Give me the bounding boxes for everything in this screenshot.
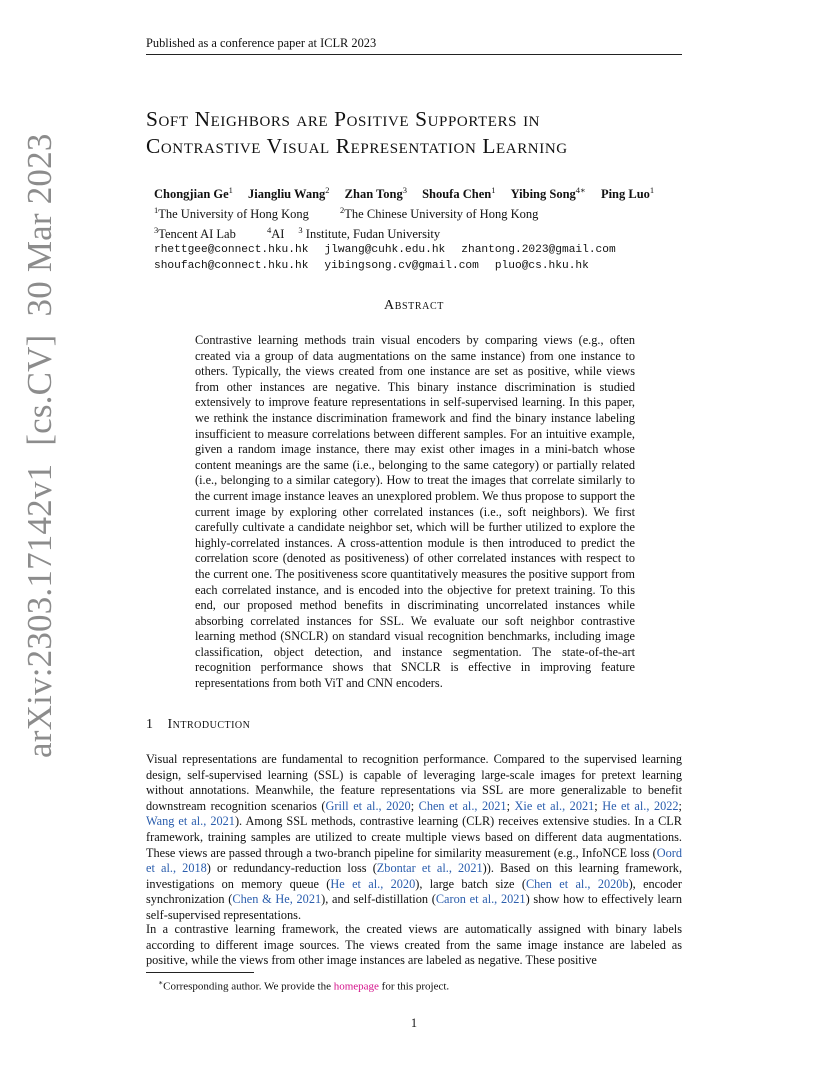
- citation-link[interactable]: Chen et al., 2020b: [525, 876, 629, 891]
- affiliation: $^4$AI $^3$ Institute, Fudan University: [266, 225, 441, 242]
- citation-link[interactable]: Caron et al., 2021: [435, 892, 526, 907]
- intro-text: ) or redundancy-reduction loss (: [206, 861, 377, 876]
- affiliation-line: [154, 222, 714, 242]
- page-number: 1: [410, 1016, 418, 1030]
- citation-link[interactable]: Chen & He, 2021: [232, 892, 322, 907]
- footnote-text: Corresponding author. We provide the: [163, 980, 334, 993]
- citation-link[interactable]: Grill et al., 2020: [325, 798, 411, 813]
- email-line: [154, 242, 714, 258]
- author-names: [154, 182, 714, 202]
- author: Zhan Tong$^3$: [344, 185, 407, 202]
- section-heading: [146, 717, 250, 733]
- author-block: [154, 182, 714, 274]
- email: rhettgee@connect.hku.hk: [154, 244, 309, 257]
- section-title: Introduction: [167, 717, 251, 732]
- abstract-heading: Abstract: [384, 298, 444, 313]
- homepage-link[interactable]: homepage: [333, 980, 379, 993]
- intro-text: )). Based on this learning framework, investigations on memory queue (: [146, 861, 683, 891]
- intro-paragraph-1: [146, 752, 682, 924]
- affiliation: $^3$Tencent AI Lab: [154, 225, 236, 242]
- arxiv-category: [cs.CV]: [20, 334, 59, 446]
- paper-title: [146, 106, 706, 160]
- intro-text: ). Among SSL methods, contrastive learning (CLR) receives extensive studies. In a CLR framework, training samples are utilized to create multiple views based on different data augmentations. These views are passed through a two-branch pipeline for similarity measurement (e.g., InfoNCE loss (: [146, 814, 682, 860]
- email: yibingsong.cv@gmail.com: [324, 260, 479, 273]
- citation-link[interactable]: He et al., 2022: [602, 798, 679, 813]
- intro-text: ) show how to effectively learn self-supervised representations.: [146, 892, 683, 922]
- author: Shoufa Chen$^1$: [422, 185, 496, 202]
- intro-text: Visual representations are fundamental to recognition performance. Compared to the supervised learning design, self-supervised learning (SSL) is capable of leveraging large-scale images for pretext learning without annotations. Meanwhile, the feature representations via SSL are more generalizable to benefit downstream recognition scenarios (: [146, 752, 682, 813]
- email-line: [154, 258, 714, 274]
- footnote-text-end: for this project.: [378, 980, 450, 993]
- abstract-text: Contrastive learning methods train visual encoders by comparing views (e.g., often created via a group of data augmentations on the same instance) from one instance to others. Typically, the views created from one instance are set as positive, while views from other instances are negative. This binary instance discrimination is studied extensively to improve feature representations in self-supervised learning. In this paper, we rethink the instance discrimination framework and find the binary instance labeling insufficient to measure correlations between different samples. For an intuitive example, given a random image instance, there may exist other images in a mini-batch whose content meanings are the same (i.e., belonging to the same category) or partially related (i.e., belonging to a similar category). How to treat the images that correlate similarly to the current image instance leaves an unexplored problem. We thus propose to support the current image by exploring other correlated instances (i.e., soft neighbors). We first carefully cultivate a candidate neighbor set, which will be further utilized to explore the highly-correlated instances. A cross-attention module is then introduced to predict the correlation score (denoted as positiveness) of other correlated instances with respect to the current one. The positiveness score quantitatively measures the positive support from each correlated instance, and is encoded into the objective for pretext training. To this end, our proposed method benefits in discriminating uncorrelated instances while absorbing correlated instances for SSL. We evaluate our soft neighbor contrastive learning method (SNCLR) on standard visual recognition benchmarks, including image classification, object detection, and instance segmentation. The state-of-the-art recognition performance shows that SNCLR is effective in improving feature representations from both ViT and CNN encoders.: [195, 333, 635, 691]
- intro-text: ;: [678, 798, 682, 813]
- arxiv-stamp: [20, 115, 60, 758]
- citation-link[interactable]: Oord et al., 2018: [146, 845, 682, 876]
- intro-text: ), and self-distillation (: [321, 892, 436, 907]
- email: shoufach@connect.hku.hk: [154, 260, 309, 273]
- intro-text: ), encoder synchronization (: [146, 876, 682, 907]
- arxiv-date: 30 Mar 2023: [20, 133, 59, 317]
- footnote-rule: [146, 972, 254, 973]
- email: pluo@cs.hku.hk: [494, 260, 589, 273]
- citation-link[interactable]: Chen et al., 2021: [418, 798, 507, 813]
- title-line-1: Soft Neighbors are Positive Supporters in: [146, 107, 541, 131]
- email: jlwang@cuhk.edu.hk: [324, 244, 446, 257]
- citation-link[interactable]: He et al., 2020: [330, 876, 416, 891]
- section-number: 1: [146, 717, 154, 732]
- author: Jiangliu Wang$^2$: [248, 185, 330, 202]
- citation-link[interactable]: Zbontar et al., 2021: [376, 861, 483, 876]
- author: Ping Luo$^1$: [600, 185, 655, 202]
- intro-text: ;: [594, 798, 603, 813]
- intro-text: ;: [410, 798, 419, 813]
- author: Chongjian Ge$^1$: [154, 185, 233, 202]
- arxiv-id: arXiv:2303.17142v1: [20, 463, 59, 758]
- email: zhantong.2023@gmail.com: [461, 244, 616, 257]
- intro-text: ;: [506, 798, 515, 813]
- footnote-mark: ∗: [158, 978, 164, 987]
- citation-link[interactable]: Xie et al., 2021: [514, 798, 595, 813]
- affiliation: $^1$The University of Hong Kong: [154, 205, 309, 222]
- affiliation-line: [154, 202, 714, 222]
- footnote: [158, 976, 678, 994]
- running-header: Published as a conference paper at ICLR 2023: [146, 36, 682, 55]
- intro-paragraph-2: In a contrastive learning framework, the created views are automatically assigned with binary labels according to different image sources. The views created from the same image instance are labeled as positive, while the views from other image instances are labeled as negative. These positive: [146, 922, 682, 968]
- title-line-2: Contrastive Visual Representation Learning: [146, 134, 568, 158]
- author: Yibing Song$^{4∗}$: [510, 185, 586, 202]
- citation-link[interactable]: Wang et al., 2021: [146, 814, 235, 829]
- intro-text: ), large batch size (: [415, 876, 526, 891]
- affiliation: $^2$The Chinese University of Hong Kong: [340, 205, 539, 222]
